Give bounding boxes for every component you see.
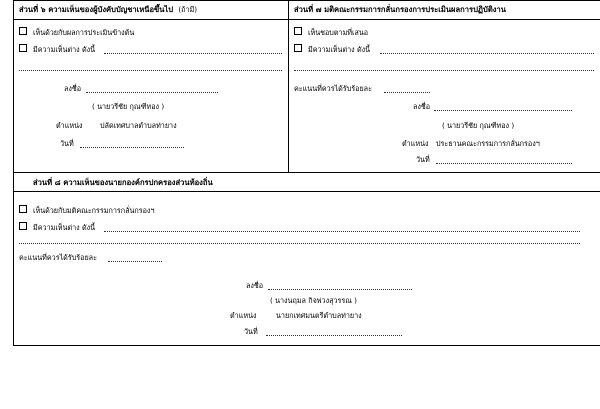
frame-bottom — [13, 345, 600, 346]
section-8-title: ส่วนที่ ๘ ความเห็นของนายกองค์กรปกครองส่วนท้องถิ่น — [33, 178, 213, 187]
score-label-s7: คะแนนที่ควรได้รับร้อยละ — [294, 84, 372, 93]
other-label-s6: มีความเห็นต่าง ดังนี้ — [33, 45, 96, 54]
position-value-s6: ปลัดเทศบาลตำบลท่ายาง — [100, 121, 177, 130]
other-line-s7-1[interactable] — [380, 53, 594, 54]
other-line-s8-2[interactable] — [19, 243, 580, 244]
date-line-s6[interactable] — [80, 147, 184, 148]
agree-label-s6: เห็นด้วยกับผลการประเมินข้างต้น — [33, 28, 135, 37]
frame-top — [13, 0, 600, 1]
other-checkbox-s6[interactable] — [19, 44, 27, 52]
signer-name-s6: ( นายวรีชัย กุณฑีทอง ) — [92, 102, 165, 111]
other-checkbox-s8[interactable] — [19, 222, 27, 230]
other-checkbox-s7[interactable] — [294, 44, 302, 52]
agree-label-s7: เห็นชอบตามที่เสนอ — [308, 28, 369, 37]
position-value-s7: ประธานคณะกรรมการกลั่นกรองฯ — [436, 139, 540, 148]
position-label-s6: ตำแหน่ง — [56, 121, 83, 130]
frame-left — [13, 0, 14, 346]
date-label-s7: วันที่ — [416, 155, 430, 164]
divider-s6-s7 — [288, 0, 289, 172]
section-6-title: ส่วนที่ ๖ ความเห็นของผู้บังคับบัญชาเหนือขึ้นไป — [19, 5, 174, 14]
other-line-s6-2[interactable] — [19, 70, 282, 71]
header-s8-underline — [13, 191, 600, 192]
score-line-s8[interactable] — [108, 261, 162, 262]
agree-checkbox-s8[interactable] — [19, 205, 27, 213]
header-s7-underline — [288, 19, 600, 20]
divider-s8-top — [13, 172, 600, 173]
header-s6-underline — [13, 19, 289, 20]
date-line-s7[interactable] — [436, 163, 572, 164]
agree-label-s8: เห็นด้วยกับมติคณะกรรมการกลั่นกรองฯ — [33, 206, 155, 215]
sign-label-s7: ลงชื่อ — [413, 102, 431, 111]
sign-line-s8[interactable] — [268, 289, 412, 290]
sign-label-s6: ลงชื่อ — [64, 84, 82, 93]
sign-label-s8: ลงชื่อ — [246, 281, 264, 290]
signer-name-s7: ( นายวรีชัย กุณฑีทอง ) — [442, 121, 515, 130]
section-7-title: ส่วนที่ ๗ มติคณะกรรมการกลั่นกรองการประเมินผลการปฏิบัติงาน — [294, 5, 506, 14]
section-6-header — [19, 6, 197, 14]
other-line-s6-1[interactable] — [104, 53, 282, 54]
agree-checkbox-s7[interactable] — [294, 27, 302, 35]
date-line-s8[interactable] — [266, 335, 402, 336]
other-line-s8-1[interactable] — [104, 231, 580, 232]
signer-name-s8: ( นางนฤมล กิจพ่วงสุวรรณ ) — [270, 296, 357, 305]
score-line-s7[interactable] — [384, 92, 430, 93]
section-6-note: (ถ้ามี) — [178, 5, 198, 14]
position-label-s7: ตำแหน่ง — [402, 139, 429, 148]
agree-checkbox-s6[interactable] — [19, 27, 27, 35]
score-label-s8: คะแนนที่ควรได้รับร้อยละ — [19, 253, 97, 262]
date-label-s8: วันที่ — [244, 327, 258, 336]
sign-line-s7[interactable] — [434, 110, 572, 111]
sign-line-s6[interactable] — [86, 92, 218, 93]
position-value-s8: นายกเทศมนตรีตำบลท่ายาง — [276, 311, 362, 320]
other-label-s8: มีความเห็นต่าง ดังนี้ — [33, 223, 96, 232]
date-label-s6: วันที่ — [60, 139, 74, 148]
position-label-s8: ตำแหน่ง — [230, 311, 257, 320]
other-line-s7-2[interactable] — [294, 70, 594, 71]
other-label-s7: มีความเห็นต่าง ดังนี้ — [308, 45, 371, 54]
